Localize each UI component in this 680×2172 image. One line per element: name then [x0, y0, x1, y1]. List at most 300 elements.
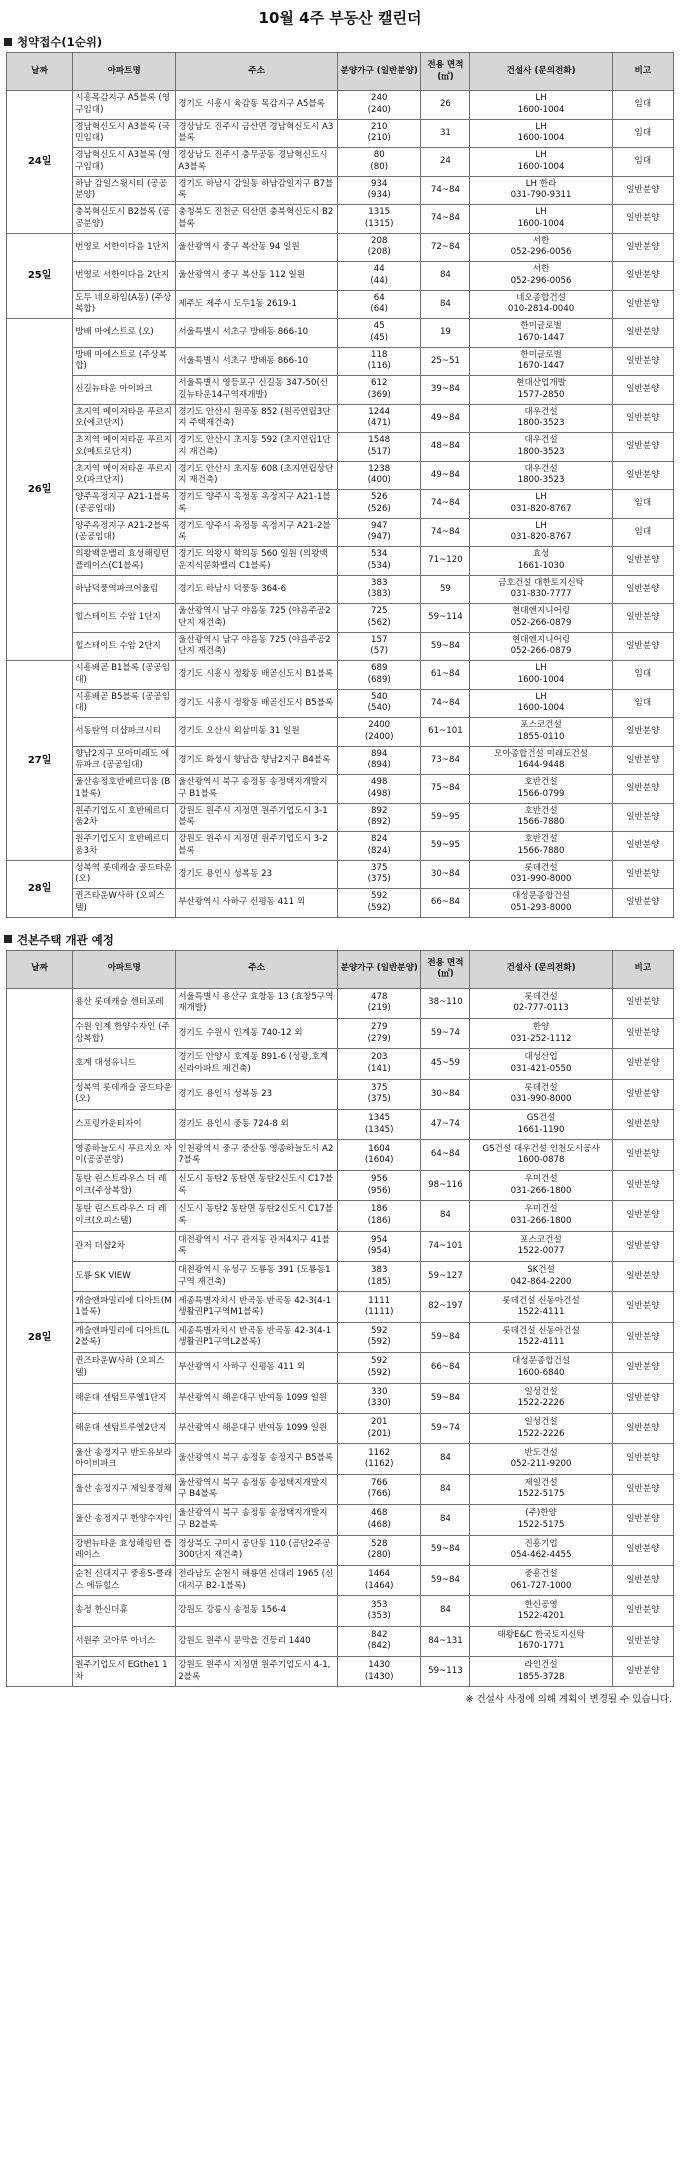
units-general: (1111): [364, 1307, 394, 1318]
builder-phone: 1800-3523: [517, 475, 565, 486]
apt-name: 힐스테이트 수암 2단지: [73, 632, 176, 661]
units-cell: [338, 461, 421, 490]
builder-cell: [470, 1201, 612, 1231]
builder-cell: [470, 604, 612, 633]
note-cell: 임대: [612, 518, 673, 547]
table-row: [7, 1322, 674, 1352]
builder-cell: [470, 376, 612, 405]
builder-phone: 031-252-1112: [510, 1033, 572, 1044]
builder-phone: 1800-3523: [517, 446, 565, 457]
units-total: 2400: [368, 720, 391, 731]
address: 울산광역시 중구 복산동 112 일원: [176, 262, 338, 291]
units-total: 592: [371, 1356, 388, 1367]
address: 서울특별시 용산구 효창동 13 (효창5구역 재개발): [176, 988, 338, 1018]
address: 경상남도 진주시 금산면 경남혁신도시 A3블록: [176, 119, 338, 148]
builder-phone: 1522-2226: [517, 1428, 565, 1439]
area: 74~101: [421, 1231, 470, 1261]
units-total: 80: [373, 150, 385, 161]
units-general: (141): [367, 1063, 391, 1074]
builder-phone: 031-421-0550: [510, 1063, 572, 1074]
apt-name: 영종하늘도시 푸르지오 자이(공공분양): [73, 1140, 176, 1170]
table-row: [7, 148, 674, 177]
builder-cell: [470, 1596, 612, 1626]
area: 59~84: [421, 632, 470, 661]
units-total: 375: [371, 862, 388, 873]
units-general: (471): [367, 418, 391, 429]
note-cell: 임대: [612, 91, 673, 120]
units-total: 279: [371, 1022, 388, 1033]
builder-phone: 1522-4111: [517, 1337, 565, 1348]
address: 경기도 용인시 중동 724-8 외: [176, 1110, 338, 1140]
area: 74~84: [421, 518, 470, 547]
square-bullet-icon: [4, 935, 12, 943]
builder-name: 일성건설: [524, 1386, 558, 1397]
page: [0, 4, 680, 1705]
table-row: [7, 433, 674, 462]
area: 84: [421, 262, 470, 291]
builder-cell: [470, 205, 612, 234]
units-general: (186): [367, 1215, 391, 1226]
builder-phone: 1522-2226: [517, 1398, 565, 1409]
address: 울산광역시 북구 송정동 송정지구 B5블록: [176, 1444, 338, 1474]
note-cell: 일반분양: [612, 1049, 673, 1079]
note-cell: 일반분양: [612, 832, 673, 861]
units-general: (526): [367, 503, 391, 514]
units-cell: [338, 718, 421, 747]
units-cell: [338, 91, 421, 120]
builder-name: GS건설: [526, 1113, 556, 1124]
note-cell: 일반분양: [612, 860, 673, 889]
note-cell: 일반분양: [612, 176, 673, 205]
builder-name: LH: [535, 150, 547, 161]
builder-phone: 061-727-1000: [510, 1580, 572, 1591]
section-title-subscription: [0, 32, 680, 52]
area: 59~84: [421, 1565, 470, 1595]
builder-cell: [470, 889, 612, 918]
builder-name: 제일건설: [524, 1477, 558, 1488]
units-cell: [338, 1140, 421, 1170]
units-general: (353): [367, 1611, 391, 1621]
builder-cell: [470, 1413, 612, 1443]
note-cell: 일반분양: [612, 290, 673, 319]
area: 59~84: [421, 1322, 470, 1352]
units-general: (210): [367, 133, 391, 144]
units-cell: [338, 1079, 421, 1109]
units-cell: [338, 1505, 421, 1535]
day-cell: 24일: [7, 91, 73, 234]
header-area: 전용 면적 (㎡): [421, 950, 470, 988]
builder-phone: 031-830-7777: [510, 589, 572, 600]
builder-phone: 1644-9448: [517, 760, 565, 771]
header-day: 날짜: [7, 53, 73, 91]
area: 84: [421, 1505, 470, 1535]
builder-name: 대우건설: [524, 406, 558, 417]
units-cell: [338, 1049, 421, 1079]
address: 경기도 용인시 성복동 23: [176, 1079, 338, 1109]
builder-name: 한미글로벌: [520, 321, 562, 332]
address: 경기도 시흥시 정왕동 배곧신도시 B5블록: [176, 689, 338, 718]
day-cell: 27일: [7, 661, 73, 861]
builder-cell: [470, 988, 612, 1018]
note-cell: 일반분양: [612, 1413, 673, 1443]
note-cell: 일반분양: [612, 1535, 673, 1565]
builder-name: 호반건설: [524, 777, 558, 788]
note-cell: 일반분양: [612, 775, 673, 804]
builder-phone: 031-266-1800: [510, 1185, 572, 1196]
units-total: 201: [371, 1417, 388, 1428]
header-builder: 건설사 (문의전화): [470, 53, 612, 91]
builder-name: 대우건설: [524, 463, 558, 474]
builder-cell: [470, 718, 612, 747]
table-row: [7, 718, 674, 747]
units-total: 1464: [368, 1569, 391, 1580]
units-total: 498: [371, 777, 388, 788]
table-row: [7, 1049, 674, 1079]
units-total: 44: [373, 264, 385, 275]
address: 경기도 양주시 옥정동 옥정지구 A21-2블록: [176, 518, 338, 547]
units-cell: [338, 803, 421, 832]
units-cell: [338, 1201, 421, 1231]
apt-name: 서동탄역 더샵파크시티: [73, 718, 176, 747]
builder-phone: 1670-1447: [517, 332, 565, 343]
apt-name: 퀸즈타운W사하 (오피스텔): [73, 889, 176, 918]
builder-cell: [470, 290, 612, 319]
builder-name: 우미건설: [524, 1204, 558, 1215]
apt-name: 방배 마에스트로 (주상복합): [73, 347, 176, 376]
address: 신도시 동탄2 동탄면 동탄2신도시 C17블록: [176, 1170, 338, 1200]
table-row: [7, 1596, 674, 1626]
apt-name: 시흥목감지구 A5블록 (영구임대): [73, 91, 176, 120]
units-general: (383): [367, 589, 391, 600]
address: 부산광역시 사하구 신평동 411 외: [176, 1353, 338, 1383]
address: 서울특별시 영등포구 신길동 347-50(신길뉴타운14구역재개발): [176, 376, 338, 405]
builder-phone: 031-790-9311: [510, 190, 572, 201]
builder-phone: 1670-1771: [517, 1641, 565, 1652]
table-row: [7, 1383, 674, 1413]
area: 19: [421, 319, 470, 348]
table-row: [7, 1413, 674, 1443]
apt-name: 도두 네오하임(A동) (주상복합): [73, 290, 176, 319]
area: 59~113: [421, 1657, 470, 1687]
apt-name: 원주기업도시 호반베르디움2차: [73, 803, 176, 832]
units-cell: [338, 376, 421, 405]
note-cell: 임대: [612, 689, 673, 718]
table-row: [7, 832, 674, 861]
apt-name: 순천 신대지구 중흥S-클래스 에듀힐스: [73, 1565, 176, 1595]
builder-name: LH: [535, 663, 547, 674]
builder-name: 대우건설: [524, 435, 558, 446]
units-cell: [338, 490, 421, 519]
table-row: [7, 775, 674, 804]
units-cell: [338, 1322, 421, 1352]
area: 59: [421, 575, 470, 604]
units-cell: [338, 1018, 421, 1048]
units-cell: [338, 661, 421, 690]
builder-phone: 051-293-8000: [510, 902, 572, 913]
units-total: 894: [371, 748, 388, 759]
note-cell: 일반분양: [612, 1140, 673, 1170]
builder-phone: 1577-2850: [517, 389, 565, 400]
builder-phone: 1522-0077: [517, 1246, 565, 1257]
table-row: [7, 490, 674, 519]
units-general: (468): [367, 1519, 391, 1530]
note-cell: 일반분양: [612, 1383, 673, 1413]
builder-name: 태왕E&C 한국토지신탁: [497, 1629, 585, 1640]
table-row: [7, 746, 674, 775]
table-row: [7, 1262, 674, 1292]
note-cell: 일반분양: [612, 1110, 673, 1140]
section-title-model-house: [0, 930, 680, 950]
builder-name: 서한: [532, 264, 550, 275]
units-total: 592: [371, 1325, 388, 1336]
address: 강원도 원주시 지정면 원주기업도시 4-1, 2블록: [176, 1657, 338, 1687]
area: 74~84: [421, 490, 470, 519]
address: 전라남도 순천시 해룡면 신대리 1965 (신대지구 B2-1블록): [176, 1565, 338, 1595]
units-general: (498): [367, 788, 391, 799]
units-cell: [338, 775, 421, 804]
model-house-table: [6, 950, 674, 1688]
table-row: [7, 376, 674, 405]
address: 경기도 시흥시 육감동 목감지구 A5블록: [176, 91, 338, 120]
builder-name: 롯데건설: [524, 991, 558, 1002]
address: 경기도 안산시 초지동 608 (초지연립상단지 재건축): [176, 461, 338, 490]
table-row: [7, 988, 674, 1018]
section-title-text: 청약접수(1순위): [17, 35, 103, 49]
builder-cell: [470, 661, 612, 690]
builder-phone: 1566-0799: [517, 788, 565, 799]
address: 경기도 하남시 덕풍동 364-6: [176, 575, 338, 604]
apt-name: 초지역 메이저타운 푸르지오(파크단지): [73, 461, 176, 490]
builder-name: 현대엔지니어링: [511, 606, 571, 617]
area: 59~74: [421, 1413, 470, 1443]
units-general: (592): [367, 1337, 391, 1348]
header-addr: 주소: [176, 53, 338, 91]
units-general: (279): [367, 1033, 391, 1044]
units-total: 947: [371, 520, 388, 531]
builder-name: LH: [535, 492, 547, 503]
address: 세종특별자치시 반곡동 반곡동 42-3(4-1생활권P1구역L2블록): [176, 1322, 338, 1352]
area: 84: [421, 1444, 470, 1474]
note-cell: 임대: [612, 119, 673, 148]
units-cell: [338, 1535, 421, 1565]
units-general: (1315): [364, 218, 394, 229]
address: 부산광역시 해운대구 반여동 1099 일원: [176, 1413, 338, 1443]
area: 75~84: [421, 775, 470, 804]
apt-name: 캐슬앤파밀리에 디아트(L2블록): [73, 1322, 176, 1352]
apt-name: 번영로 서한이다음 1단지: [73, 233, 176, 262]
builder-name: SK건설: [527, 1265, 555, 1276]
apt-name: 하남덕풍역파크어울림: [73, 575, 176, 604]
units-cell: [338, 1565, 421, 1595]
builder-name: 서한: [532, 235, 550, 246]
builder-phone: 010-2814-0040: [507, 304, 575, 315]
area: 71~120: [421, 547, 470, 576]
units-total: 203: [371, 1052, 388, 1063]
address: 경기도 양주시 옥정동 옥정지구 A21-1블록: [176, 490, 338, 519]
address: 경기도 안산시 원곡동 852 (원곡연립3단지 주택재건축): [176, 404, 338, 433]
units-cell: [338, 1596, 421, 1626]
units-general: (185): [367, 1276, 391, 1287]
units-cell: [338, 148, 421, 177]
apt-name: 양주옥정지구 A21-1블록 (공공임대): [73, 490, 176, 519]
builder-cell: [470, 461, 612, 490]
note-cell: 일반분양: [612, 1292, 673, 1322]
apt-name: 울산 송정지구 반도유보라 아이비파크: [73, 1444, 176, 1474]
units-total: 725: [371, 606, 388, 617]
units-total: 892: [371, 805, 388, 816]
table-row: [7, 518, 674, 547]
builder-phone: 1522-4111: [517, 1307, 565, 1318]
address: 경기도 수원시 인계동 740-12 외: [176, 1018, 338, 1048]
builder-cell: [470, 1474, 612, 1504]
header-day: 날짜: [7, 950, 73, 988]
units-cell: [338, 1444, 421, 1474]
units-total: 954: [371, 1234, 388, 1245]
builder-cell: [470, 1018, 612, 1048]
builder-cell: [470, 91, 612, 120]
header-addr: 주소: [176, 950, 338, 988]
table-row: [7, 604, 674, 633]
units-general: (1345): [364, 1124, 394, 1135]
builder-name: 우미건설: [524, 1174, 558, 1185]
note-cell: 일반분양: [612, 1079, 673, 1109]
table-row: [7, 347, 674, 376]
area: 74~84: [421, 205, 470, 234]
units-general: (45): [370, 332, 389, 343]
builder-phone: 1522-4201: [517, 1611, 565, 1621]
area: 74~84: [421, 689, 470, 718]
table-row: [7, 1018, 674, 1048]
note-cell: 일반분양: [612, 1201, 673, 1231]
apt-name: 신길뉴타운 아이파크: [73, 376, 176, 405]
apt-name: 용산 롯데캐슬 센터포레: [73, 988, 176, 1018]
table-row: [7, 547, 674, 576]
address: 울산광역시 북구 송정동 송정택지개발지구 B4블록: [176, 1474, 338, 1504]
apt-name: 시흥배곧 B1블록 (공공임대): [73, 661, 176, 690]
area: 59~127: [421, 1262, 470, 1292]
header-apt: 아파트명: [73, 950, 176, 988]
builder-phone: 1600-0878: [517, 1155, 565, 1166]
apt-name: 의왕백운밸리 효성해링턴플레이스(C1블록): [73, 547, 176, 576]
units-general: (208): [367, 247, 391, 258]
units-cell: [338, 988, 421, 1018]
table-row: [7, 262, 674, 291]
units-cell: [338, 1262, 421, 1292]
units-general: (1162): [364, 1459, 394, 1470]
area: 31: [421, 119, 470, 148]
units-total: 526: [371, 492, 388, 503]
address: 부산광역시 해운대구 반여동 1099 일원: [176, 1383, 338, 1413]
area: 38~110: [421, 988, 470, 1018]
builder-name: 한신공영: [524, 1599, 558, 1610]
builder-phone: 1600-1004: [517, 161, 565, 172]
builder-cell: [470, 803, 612, 832]
builder-phone: 031-820-8767: [510, 532, 572, 543]
builder-name: 한미글로벌: [520, 349, 562, 360]
units-cell: [338, 433, 421, 462]
day-cell: 28일: [7, 988, 73, 1687]
builder-phone: 1855-3728: [517, 1671, 565, 1682]
units-general: (517): [367, 446, 391, 457]
address: 울산광역시 북구 송정동 송정택지개발지구 B1블록: [176, 775, 338, 804]
units-total: 186: [371, 1204, 388, 1215]
area: 84: [421, 290, 470, 319]
day-cell: 26일: [7, 319, 73, 661]
units-total: 1111: [368, 1295, 391, 1306]
address: 경상북도 구미시 공단동 110 (공단2주공 300단지 재건축): [176, 1535, 338, 1565]
units-cell: [338, 575, 421, 604]
units-cell: [338, 1110, 421, 1140]
builder-cell: [470, 1110, 612, 1140]
units-general: (954): [367, 1246, 391, 1257]
builder-name: LH: [535, 691, 547, 702]
address: 경기도 용인시 성복동 23: [176, 860, 338, 889]
builder-phone: 054-462-4455: [510, 1550, 572, 1561]
apt-name: 해운대 센텀트루엘1단지: [73, 1383, 176, 1413]
area: 82~197: [421, 1292, 470, 1322]
builder-name: LH 한라: [525, 178, 557, 189]
address: 울산광역시 중구 복산동 94 일원: [176, 233, 338, 262]
builder-phone: 1670-1447: [517, 361, 565, 372]
units-total: 766: [371, 1477, 388, 1488]
units-general: (280): [367, 1550, 391, 1561]
units-cell: [338, 1657, 421, 1687]
builder-name: 롯데건설: [524, 862, 558, 873]
apt-name: 강변뉴타운 효성해링턴 플레이스: [73, 1535, 176, 1565]
units-total: 118: [371, 349, 388, 360]
builder-name: 포스코건설: [520, 1234, 562, 1245]
builder-cell: [470, 1049, 612, 1079]
apt-name: 동탄 린스트라우스 더 레이크(주상복합): [73, 1170, 176, 1200]
address: 제주도 제주시 도두1동 2619-1: [176, 290, 338, 319]
units-cell: [338, 1231, 421, 1261]
table-row: [7, 205, 674, 234]
footnote: ※ 건설사 사정에 의해 계획이 변경될 수 있습니다.: [465, 1694, 672, 1706]
address: 경기도 하남시 감일동 하남감일지구 B7블록: [176, 176, 338, 205]
builder-name: 진흥기업: [524, 1538, 558, 1549]
note-cell: 일반분양: [612, 575, 673, 604]
address: 경기도 시흥시 정왕동 배곧신도시 B1블록: [176, 661, 338, 690]
apt-name: 초지역 메이저타운 푸르지오(메트로단지): [73, 433, 176, 462]
table-row: [7, 889, 674, 918]
builder-name: 포스코건설: [520, 720, 562, 731]
builder-name: LH: [535, 121, 547, 132]
note-cell: 일반분양: [612, 1444, 673, 1474]
units-general: (540): [367, 703, 391, 714]
table-row: [7, 1079, 674, 1109]
address: 경기도 안양시 호계동 891-6 (성광,호계신라아파트 재건축): [176, 1049, 338, 1079]
apt-name: 호계 대성유니드: [73, 1049, 176, 1079]
address: 경기도 오산시 외삼미동 31 일원: [176, 718, 338, 747]
table-row: [7, 119, 674, 148]
units-total: 842: [371, 1629, 388, 1640]
units-total: 208: [371, 235, 388, 246]
area: 61~101: [421, 718, 470, 747]
units-general: (116): [367, 361, 391, 372]
builder-phone: 052-266-0879: [510, 617, 572, 628]
builder-phone: 1522-5175: [517, 1519, 565, 1530]
day-cell: 25일: [7, 233, 73, 319]
units-cell: [338, 1353, 421, 1383]
apt-name: 시흥배곧 B5블록 (공공임대): [73, 689, 176, 718]
header-area: 전용 면적 (㎡): [421, 53, 470, 91]
apt-name: 서원주 코아루 아너스: [73, 1626, 176, 1656]
note-cell: 일반분양: [612, 347, 673, 376]
model-house-table-body: [7, 988, 674, 1687]
area: 59~84: [421, 1383, 470, 1413]
builder-name: 중흥건설: [524, 1569, 558, 1580]
note-cell: 일반분양: [612, 319, 673, 348]
